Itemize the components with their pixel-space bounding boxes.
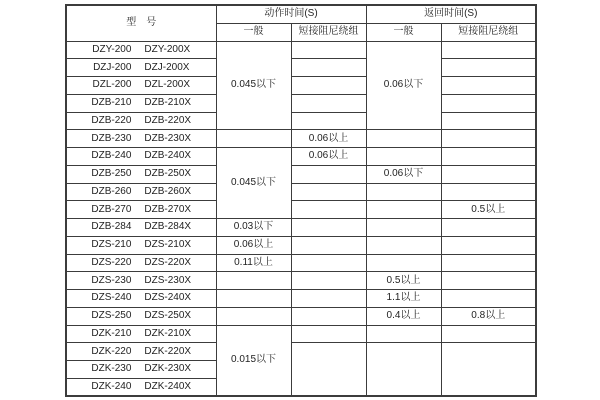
model-name: DZK-220 <box>91 345 132 357</box>
return-general-cell <box>366 325 441 343</box>
action-damped-cell <box>291 307 366 325</box>
model-name: DZB-210X <box>144 97 192 109</box>
model-name: DZB-260X <box>144 185 192 197</box>
model-cell <box>66 307 216 325</box>
return-damped-cell <box>441 325 536 343</box>
table-row <box>66 41 536 59</box>
action-damped-cell <box>291 236 366 254</box>
return-damped-cell: 0.8以上 <box>441 307 536 325</box>
model-cell <box>66 290 216 308</box>
table-row <box>66 94 536 112</box>
table-row <box>66 77 536 95</box>
model-cell <box>66 325 216 343</box>
action-damped-cell <box>291 41 366 59</box>
model-cell <box>66 343 216 361</box>
model-name: DZS-230X <box>144 274 192 286</box>
model-cell <box>66 219 216 237</box>
header-action-time: 动作时间(S) <box>216 5 366 23</box>
action-general-cell: 0.045以下 <box>216 41 291 130</box>
model-name: DZB-284 <box>91 221 132 233</box>
model-cell <box>66 272 216 290</box>
action-damped-cell <box>291 343 366 396</box>
action-damped-cell <box>291 77 366 95</box>
model-name: DZB-220X <box>144 114 192 126</box>
model-cell <box>66 77 216 95</box>
model-name: DZJ-200X <box>144 61 190 73</box>
action-damped-cell <box>291 165 366 183</box>
table-row <box>66 183 536 201</box>
return-damped-cell <box>441 130 536 148</box>
model-name: DZB-270X <box>144 203 192 215</box>
return-damped-cell <box>441 59 536 77</box>
return-damped-cell <box>441 236 536 254</box>
model-name: DZS-210X <box>144 239 192 251</box>
return-damped-cell <box>441 290 536 308</box>
return-damped-cell <box>441 219 536 237</box>
table-row <box>66 219 536 237</box>
model-name: DZK-240 <box>91 380 132 392</box>
action-damped-cell <box>291 112 366 130</box>
model-cell <box>66 254 216 272</box>
action-damped-cell <box>291 290 366 308</box>
model-name: DZB-240 <box>91 150 132 162</box>
action-damped-cell: 0.06以上 <box>291 148 366 166</box>
model-name: DZB-230 <box>91 132 132 144</box>
action-general-cell: 0.015以下 <box>216 325 291 396</box>
model-cell <box>66 148 216 166</box>
model-cell <box>66 236 216 254</box>
table-row <box>66 165 536 183</box>
model-name: DZS-220X <box>144 256 192 268</box>
model-name: DZS-230 <box>91 274 132 286</box>
action-general-cell: 0.045以下 <box>216 148 291 219</box>
action-damped-cell <box>291 94 366 112</box>
return-damped-cell <box>441 272 536 290</box>
model-cell <box>66 378 216 396</box>
table-row <box>66 343 536 361</box>
model-cell <box>66 183 216 201</box>
table-row <box>66 272 536 290</box>
return-general-cell <box>366 219 441 237</box>
action-general-cell: 0.03以下 <box>216 219 291 237</box>
table-row <box>66 112 536 130</box>
model-name: DZS-240 <box>91 292 132 304</box>
return-damped-cell <box>441 343 536 396</box>
return-damped-cell <box>441 254 536 272</box>
header-action-damped: 短接阻尼绕组 <box>291 23 366 41</box>
table-row <box>66 236 536 254</box>
model-name: DZL-200X <box>144 79 190 91</box>
return-general-cell: 0.06以下 <box>366 41 441 130</box>
table-row <box>66 307 536 325</box>
action-general-cell <box>216 307 291 325</box>
return-damped-cell <box>441 77 536 95</box>
action-damped-cell <box>291 272 366 290</box>
header-row-1 <box>66 5 536 23</box>
header-model: 型 号 <box>66 5 216 41</box>
model-name: DZS-250X <box>144 310 192 322</box>
return-general-cell <box>366 343 441 396</box>
table-body <box>66 41 536 396</box>
return-general-cell: 0.06以下 <box>366 165 441 183</box>
return-damped-cell: 0.5以上 <box>441 201 536 219</box>
table-row <box>66 325 536 343</box>
header-return-general: 一般 <box>366 23 441 41</box>
action-general-cell: 0.06以上 <box>216 236 291 254</box>
model-cell <box>66 59 216 77</box>
header-return-time: 返回时间(S) <box>366 5 536 23</box>
model-cell <box>66 41 216 59</box>
model-name: DZB-210 <box>91 97 132 109</box>
model-cell <box>66 361 216 379</box>
model-name: DZB-270 <box>91 203 132 215</box>
return-general-cell <box>366 236 441 254</box>
return-damped-cell <box>441 148 536 166</box>
action-damped-cell <box>291 201 366 219</box>
action-general-cell <box>216 290 291 308</box>
model-name: DZS-240X <box>144 292 192 304</box>
return-general-cell: 1.1以上 <box>366 290 441 308</box>
model-cell <box>66 112 216 130</box>
return-general-cell: 0.5以上 <box>366 272 441 290</box>
return-general-cell <box>366 148 441 166</box>
model-name: DZY-200X <box>144 43 191 55</box>
return-damped-cell <box>441 112 536 130</box>
table-row <box>66 290 536 308</box>
model-name: DZB-250X <box>144 168 192 180</box>
action-damped-cell <box>291 59 366 77</box>
return-general-cell <box>366 201 441 219</box>
table-row <box>66 201 536 219</box>
return-damped-cell <box>441 41 536 59</box>
table-header <box>66 5 536 41</box>
model-name: DZB-250 <box>91 168 132 180</box>
action-damped-cell <box>291 325 366 343</box>
action-damped-cell <box>291 183 366 201</box>
model-cell <box>66 94 216 112</box>
model-name: DZY-200 <box>92 43 132 55</box>
model-cell <box>66 130 216 148</box>
model-name: DZB-284X <box>144 221 192 233</box>
return-general-cell <box>366 254 441 272</box>
model-name: DZB-260 <box>91 185 132 197</box>
return-general-cell: 0.4以上 <box>366 307 441 325</box>
model-name: DZB-240X <box>144 150 192 162</box>
table-row <box>66 59 536 77</box>
header-action-general: 一般 <box>216 23 291 41</box>
model-name: DZK-230 <box>91 363 132 375</box>
action-damped-cell <box>291 219 366 237</box>
return-general-cell <box>366 130 441 148</box>
model-name: DZS-210 <box>91 239 132 251</box>
return-general-cell <box>366 183 441 201</box>
relay-spec-table <box>65 4 537 397</box>
model-name: DZK-240X <box>144 380 192 392</box>
action-damped-cell: 0.06以上 <box>291 130 366 148</box>
return-damped-cell <box>441 165 536 183</box>
model-cell <box>66 165 216 183</box>
model-name: DZK-210 <box>91 327 132 339</box>
action-general-cell <box>216 130 291 148</box>
return-damped-cell <box>441 94 536 112</box>
model-name: DZS-250 <box>91 310 132 322</box>
model-name: DZK-210X <box>144 327 192 339</box>
model-name: DZJ-200 <box>93 61 132 73</box>
model-name: DZK-220X <box>144 345 192 357</box>
action-general-cell: 0.11以上 <box>216 254 291 272</box>
action-damped-cell <box>291 254 366 272</box>
header-return-damped: 短接阻尼绕组 <box>441 23 536 41</box>
action-general-cell <box>216 272 291 290</box>
model-name: DZS-220 <box>91 256 132 268</box>
model-name: DZB-220 <box>91 114 132 126</box>
return-damped-cell <box>441 183 536 201</box>
table-row <box>66 148 536 166</box>
model-name: DZB-230X <box>144 132 192 144</box>
table-row <box>66 254 536 272</box>
model-name: DZL-200 <box>92 79 132 91</box>
model-name: DZK-230X <box>144 363 192 375</box>
model-cell <box>66 201 216 219</box>
table-row <box>66 130 536 148</box>
